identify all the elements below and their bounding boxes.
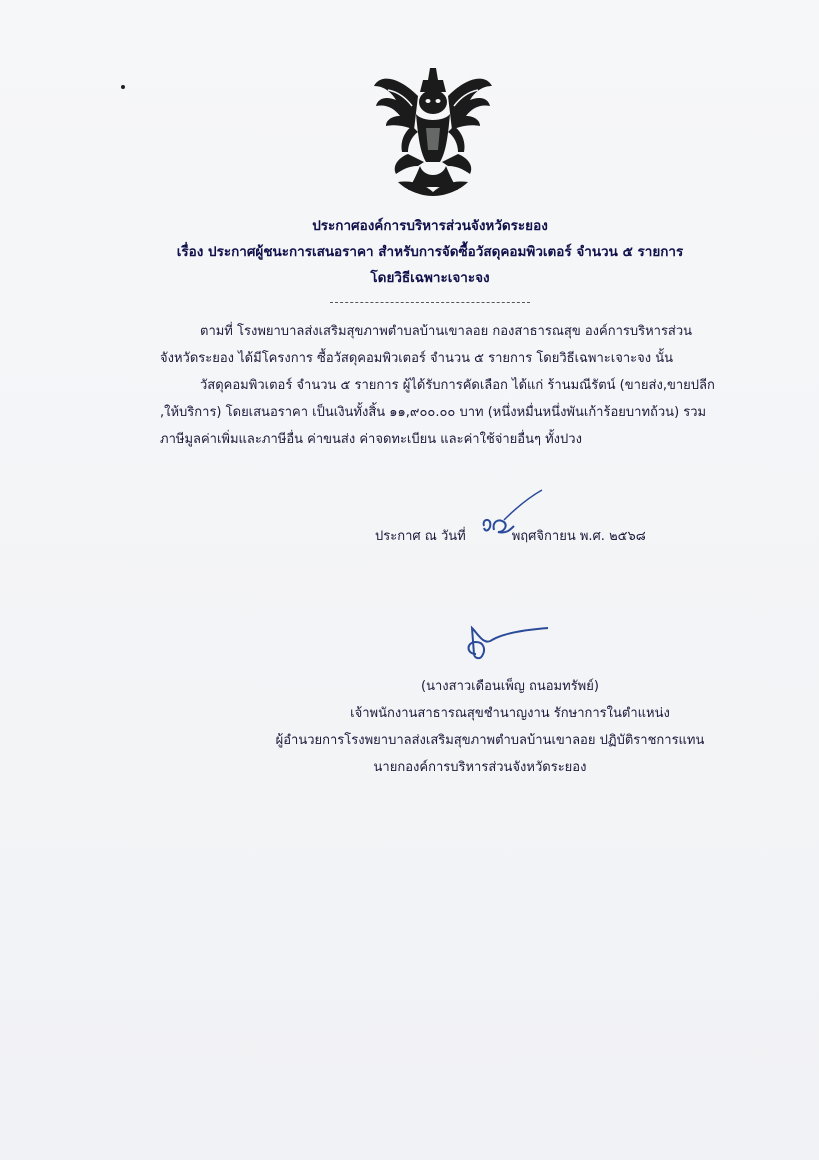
body-line: จังหวัดระยอง ได้มีโครงการ ซื้อวัสดุคอมพิวเตอร์ จำนวน ๕ รายการ โดยวิธีเฉพาะเจาะจง นั้น [160,351,673,366]
date-month-year: พฤศจิกายน พ.ศ. ๒๕๖๘ [511,529,646,544]
garuda-emblem-icon [368,66,498,198]
signatory-position: นายกองค์การบริหารส่วนจังหวัดระยอง [373,760,587,775]
date-prefix: ประกาศ ณ วันที่ [375,529,466,544]
signatory-position: ผู้อำนวยการโรงพยาบาลส่งเสริมสุขภาพตำบลบ้านเขาลอย ปฏิบัติราชการแทน [275,733,705,748]
signature-icon [462,620,552,662]
document-title: ประกาศองค์การบริหารส่วนจังหวัดระยอง [312,218,548,234]
procurement-method: โดยวิธีเฉพาะเจาะจง [370,270,490,286]
divider [330,302,530,303]
body-line: ตามที่ โรงพยาบาลส่งเสริมสุขภาพตำบลบ้านเขาลอย กองสาธารณสุข องค์การบริหารส่วน [200,324,693,339]
ink-speck [121,85,125,89]
body-line: ภาษีมูลค่าเพิ่มและภาษีอื่น ค่าขนส่ง ค่าจดทะเบียน และค่าใช้จ่ายอื่นๆ ทั้งปวง [160,432,582,447]
signatory-position: เจ้าพนักงานสาธารณสุขชำนาญงาน รักษาการในตำแหน่ง [350,706,670,721]
signatory-name: (นางสาวเดือนเพ็ญ ถนอมทรัพย์) [421,679,599,694]
document-subject: เรื่อง ประกาศผู้ชนะการเสนอราคา สำหรับการจัดซื้อวัสดุคอมพิวเตอร์ จำนวน ๕ รายการ [176,244,684,260]
handwritten-day-icon [478,486,548,546]
body-line: ,ให้บริการ) โดยเสนอราคา เป็นเงินทั้งสิ้น ๑๑,๙๐๐.๐๐ บาท (หนึ่งหมื่นหนึ่งพันเก้าร้อยบาทถ้วน) รวม [160,405,707,420]
body-line: วัสดุคอมพิวเตอร์ จำนวน ๕ รายการ ผู้ได้รับการคัดเลือก ได้แก่ ร้านมณีรัตน์ (ขายส่ง,ขายปลีก [200,378,715,393]
